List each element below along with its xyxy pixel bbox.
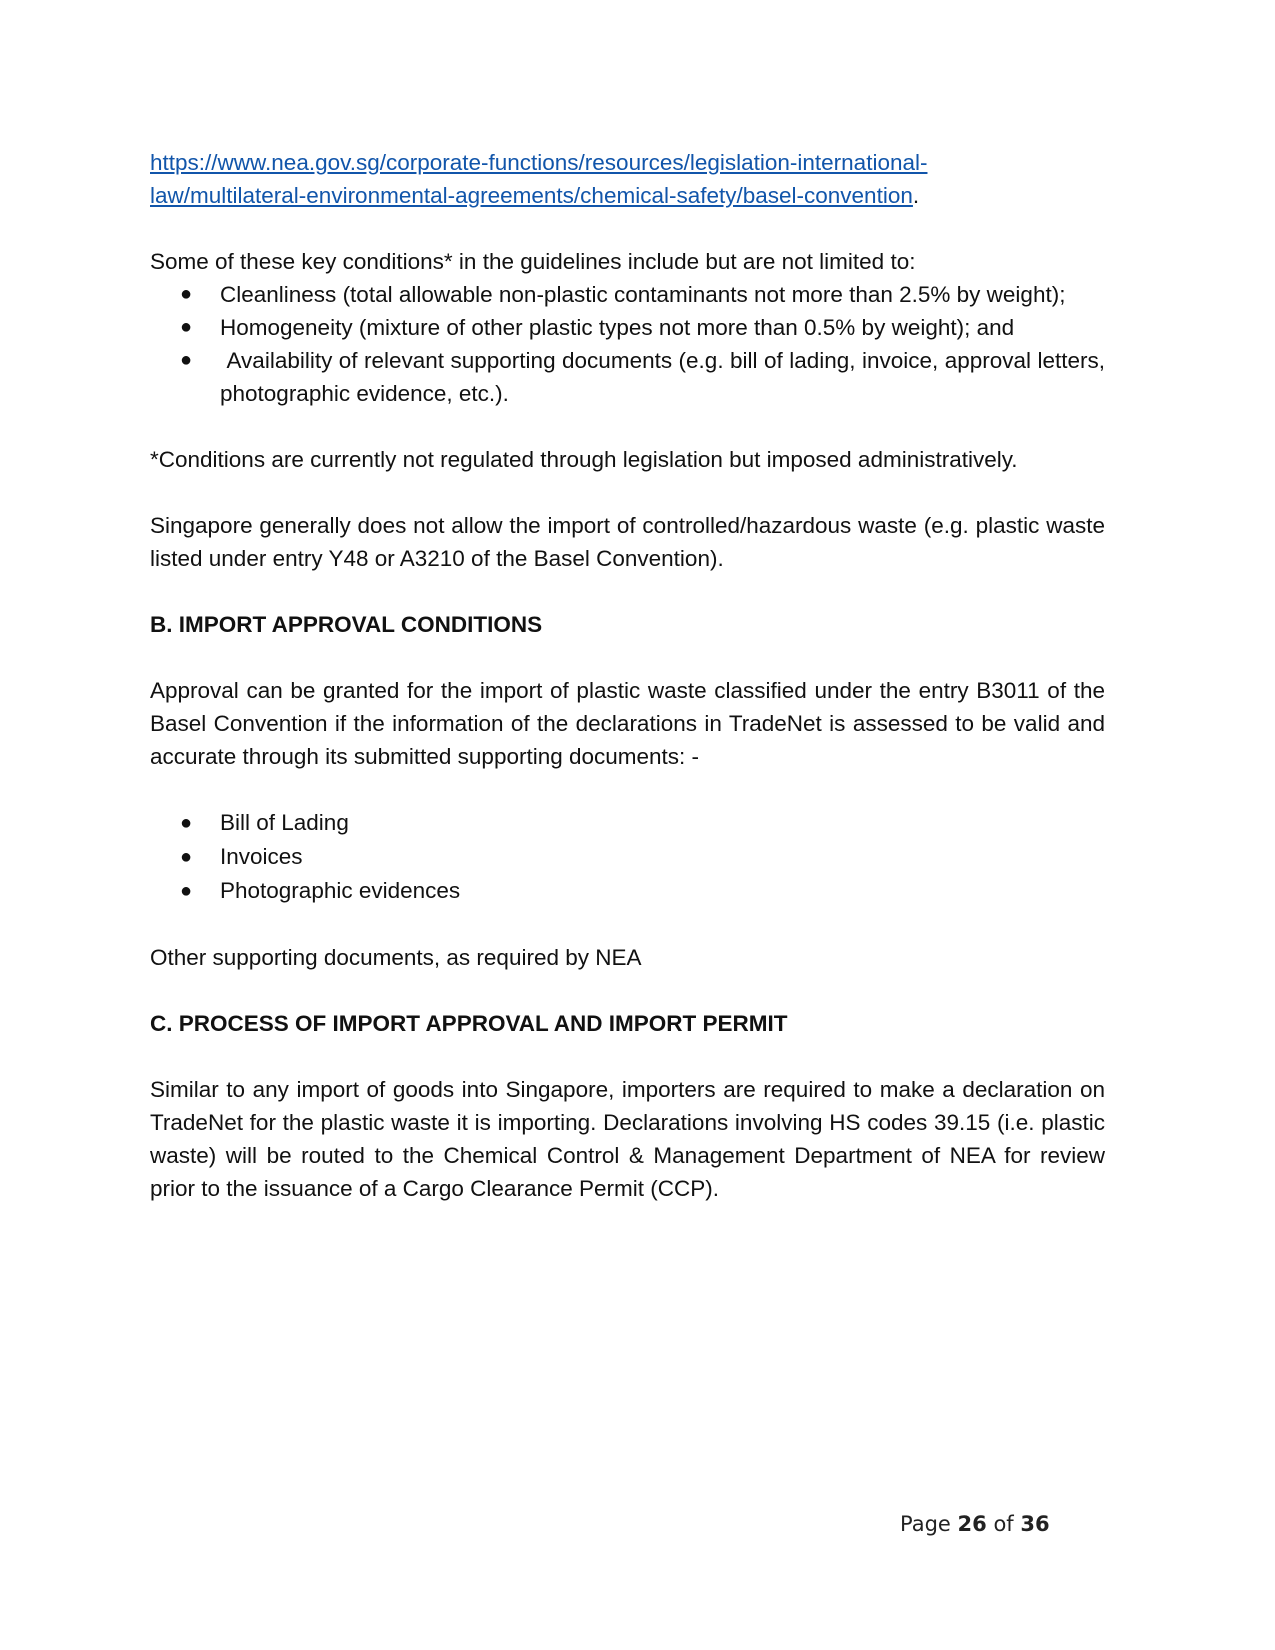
import-approval-paragraph: Approval can be granted for the import of plastic waste classified under the entry B3011 of the Basel Convention if the information of the declarations in TradeNet is assessed to be valid and accurate through its submitted supporting documents: - — [150, 678, 1105, 769]
of-label: of — [993, 1512, 1014, 1536]
list-item — [150, 874, 1105, 908]
list-item — [150, 278, 1105, 311]
document-body — [150, 146, 1112, 1205]
bullet-icon: ● — [180, 283, 193, 305]
other-documents-note: Other supporting documents, as required by NEA — [150, 945, 642, 970]
condition-homogeneity: Homogeneity (mixture of other plastic types not more than 0.5% by weight); and — [220, 315, 1015, 340]
bullet-icon: ● — [180, 316, 193, 338]
section-b-heading: B. IMPORT APPROVAL CONDITIONS — [150, 612, 543, 637]
list-item — [150, 344, 1112, 410]
link-line-1[interactable]: https://www.nea.gov.sg/corporate-functions/resources/legislation-international- — [150, 150, 928, 175]
basel-convention-link[interactable] — [150, 146, 1105, 212]
link-line-2[interactable]: law/multilateral-environmental-agreements/chemical-safety/basel-convention — [150, 183, 913, 208]
bullet-icon: ● — [180, 349, 193, 371]
hazardous-waste-note: Singapore generally does not allow the import of controlled/hazardous waste (e.g. plastic waste listed under entry Y48 or A3210 of the Basel Convention). — [150, 513, 1105, 571]
import-process-paragraph: Similar to any import of goods into Singapore, importers are required to make a declaration on TradeNet for the plastic waste it is importing. Declarations involving HS codes 39.15 (i.e. plastic waste) will be routed to the Chemical Control & Management Department of NEA for review prior to the issuance of a Cargo Clearance Permit (CCP). — [150, 1077, 1105, 1201]
bullet-icon: ● — [180, 880, 193, 902]
section-c-heading: C. PROCESS OF IMPORT APPROVAL AND IMPORT PERMIT — [150, 1011, 788, 1036]
document-bill-of-lading: Bill of Lading — [220, 810, 349, 835]
key-conditions-intro: Some of these key conditions* in the guidelines include but are not limited to: — [150, 249, 916, 274]
condition-documents: Availability of relevant supporting documents (e.g. bill of lading, invoice, approval letters, photographic evidence, etc.). — [220, 348, 1112, 406]
page-number-footer — [900, 1512, 1050, 1536]
list-item — [150, 840, 1105, 874]
basel-convention-link-paragraph — [150, 146, 1105, 212]
total-pages-number: 36 — [1020, 1512, 1050, 1536]
link-trailing-period: . — [912, 183, 920, 208]
bullet-icon: ● — [180, 846, 193, 868]
current-page-number: 26 — [957, 1512, 987, 1536]
condition-cleanliness: Cleanliness (total allowable non-plastic contaminants not more than 2.5% by weight); — [220, 282, 1066, 307]
document-invoices: Invoices — [220, 844, 303, 869]
supporting-documents-list — [150, 806, 1105, 908]
list-item — [150, 311, 1105, 344]
key-conditions-list — [150, 278, 1112, 410]
list-item — [150, 806, 1105, 840]
conditions-footnote: *Conditions are currently not regulated through legislation but imposed administratively. — [150, 447, 1018, 472]
document-photographic-evidences: Photographic evidences — [220, 878, 461, 903]
link-line-2-wrapper[interactable] — [150, 179, 1105, 212]
bullet-icon: ● — [180, 812, 193, 834]
page-label: Page — [900, 1512, 951, 1536]
